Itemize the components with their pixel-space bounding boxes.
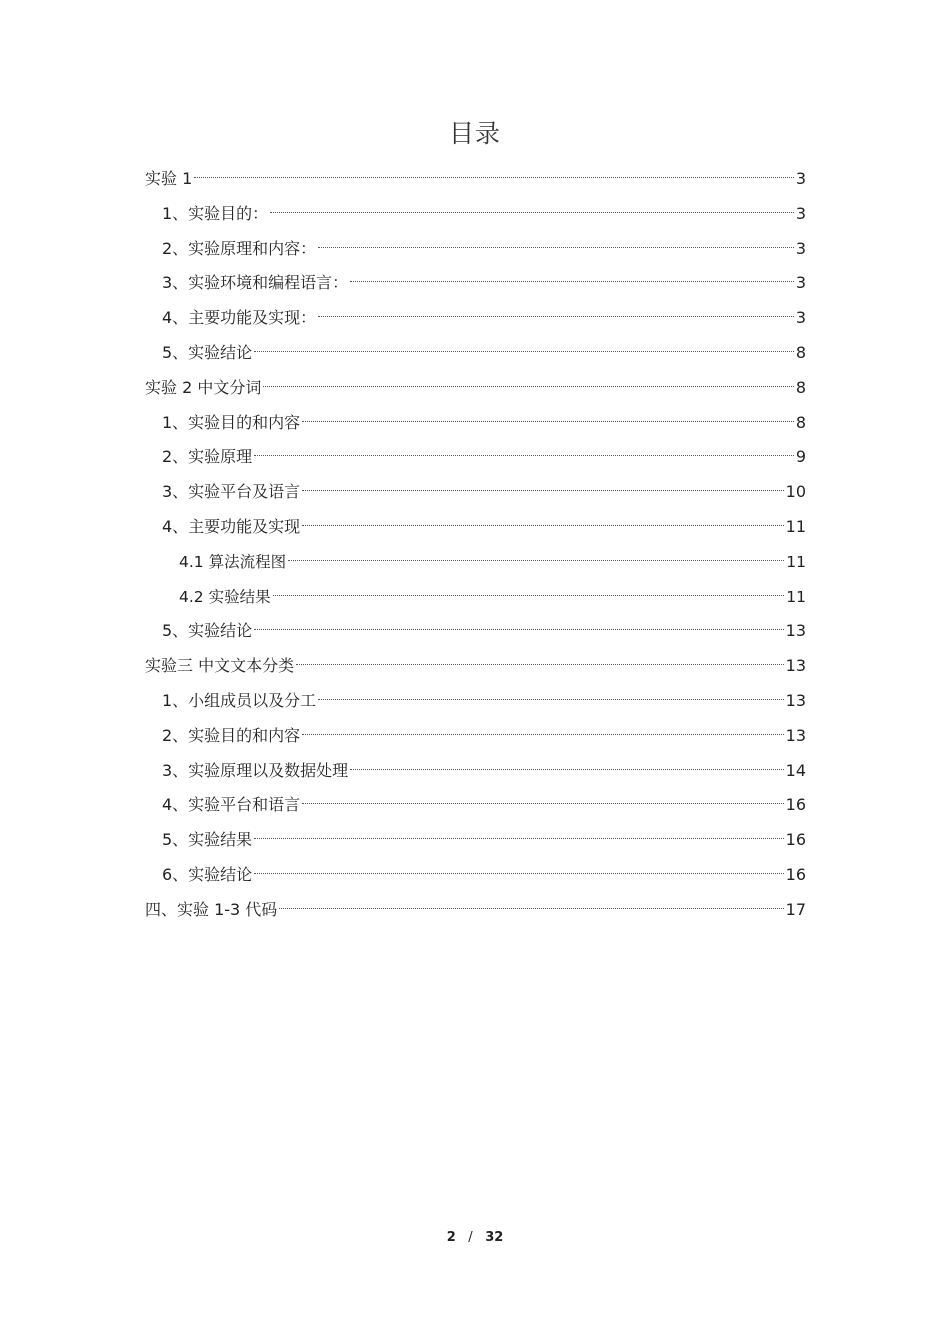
toc-entry-label: 4、主要功能及实现： (162, 308, 317, 328)
toc-dot-leader (318, 246, 794, 248)
toc-entry[interactable] (145, 475, 806, 510)
toc-entry-label: 6、实验结论 (162, 864, 253, 884)
toc-entry[interactable] (145, 545, 806, 580)
toc-entry-label: 5、实验结果 (162, 830, 253, 850)
toc-entry[interactable] (145, 823, 806, 858)
toc-entry[interactable] (145, 858, 806, 893)
toc-entry-page-number: 16 (785, 864, 806, 884)
toc-entry-page-number: 3 (795, 308, 806, 328)
toc-entry[interactable] (145, 336, 806, 371)
toc-entry-label: 四、实验 1-3 代码 (145, 899, 278, 919)
toc-entry-page-number: 3 (795, 238, 806, 258)
toc-entry-page-number: 3 (795, 203, 806, 223)
toc-entry[interactable] (145, 440, 806, 475)
toc-dot-leader (302, 524, 783, 526)
total-pages-number: 32 (485, 1230, 504, 1245)
toc-entry-label: 1、小组成员以及分工 (162, 690, 317, 710)
toc-dot-leader (302, 733, 783, 735)
toc-entry-page-number: 14 (785, 760, 806, 780)
toc-entry[interactable] (145, 649, 806, 684)
toc-entry-label: 3、实验环境和编程语言： (162, 273, 349, 293)
toc-entry-label: 1、实验目的： (162, 203, 269, 223)
toc-entry-page-number: 16 (785, 795, 806, 815)
toc-entry-page-number: 8 (795, 412, 806, 432)
toc-entry-page-number: 3 (795, 169, 806, 188)
toc-entry-page-number: 8 (795, 342, 806, 362)
toc-entry-label: 3、实验原理以及数据处理 (162, 760, 349, 780)
page-separator: / (468, 1230, 473, 1245)
toc-entry[interactable] (145, 266, 806, 301)
toc-dot-leader (288, 559, 784, 561)
toc-dot-leader (350, 768, 783, 770)
toc-entry[interactable] (145, 406, 806, 441)
toc-entry-label: 4、实验平台和语言 (162, 795, 301, 815)
toc-dot-leader (273, 594, 785, 596)
toc-dot-leader (254, 628, 783, 630)
toc-entry-page-number: 8 (795, 377, 806, 397)
current-page-number: 2 (446, 1230, 456, 1245)
toc-entry-label: 2、实验目的和内容 (162, 725, 301, 745)
toc-entry-page-number: 11 (785, 516, 806, 536)
toc-entry-label: 5、实验结论 (162, 621, 253, 641)
toc-dot-leader (254, 872, 783, 874)
toc-dot-leader (350, 280, 794, 282)
toc-entry[interactable] (145, 788, 806, 823)
toc-entry[interactable] (145, 580, 806, 615)
toc-entry-page-number: 11 (786, 587, 806, 606)
toc-entry[interactable] (145, 893, 806, 928)
toc-entry-page-number: 13 (785, 690, 806, 710)
toc-entry-page-number: 9 (795, 447, 806, 467)
toc-entry-label: 4.1 算法流程图 (179, 552, 287, 571)
toc-dot-leader (254, 454, 794, 456)
toc-entry-page-number: 3 (795, 273, 806, 293)
toc-dot-leader (254, 837, 783, 839)
page-footer (0, 1228, 950, 1248)
toc-entry[interactable] (145, 614, 806, 649)
toc-entry[interactable] (145, 510, 806, 545)
toc-dot-leader (279, 907, 783, 909)
toc-entry-label: 2、实验原理和内容： (162, 238, 317, 258)
toc-entry[interactable] (145, 301, 806, 336)
toc-entry-label: 4、主要功能及实现 (162, 516, 301, 536)
toc-dot-leader (302, 489, 783, 491)
toc-title: 目录 (448, 119, 501, 148)
toc-entry-label: 3、实验平台及语言 (162, 482, 301, 502)
toc-dot-leader (270, 211, 794, 213)
toc-dot-leader (194, 176, 794, 178)
toc-dot-leader (318, 315, 794, 317)
toc-entry-label: 4.2 实验结果 (179, 587, 271, 606)
toc-entry-label: 实验三 中文文本分类 (145, 656, 295, 676)
toc-entry-label: 2、实验原理 (162, 447, 253, 467)
toc-entry-page-number: 13 (785, 621, 806, 641)
toc-entry[interactable] (145, 162, 806, 197)
toc-entry-label: 实验 2 中文分词 (145, 377, 262, 397)
toc-entry-page-number: 16 (785, 830, 806, 850)
toc-entry-label: 5、实验结论 (162, 342, 253, 362)
toc-entry-page-number: 13 (785, 656, 806, 676)
toc-dot-leader (296, 663, 784, 665)
toc-entry-page-number: 10 (785, 482, 806, 502)
toc-entry-page-number: 13 (785, 725, 806, 745)
toc-entry[interactable] (145, 754, 806, 789)
toc-entry[interactable] (145, 684, 806, 719)
toc-dot-leader (318, 698, 783, 700)
toc-entry[interactable] (145, 232, 806, 267)
toc-dot-leader (302, 420, 794, 422)
toc-entry-page-number: 17 (785, 899, 806, 919)
toc-entry[interactable] (145, 197, 806, 232)
toc-entry-label: 1、实验目的和内容 (162, 412, 301, 432)
toc-dot-leader (254, 350, 794, 352)
toc-entry-page-number: 11 (786, 552, 806, 571)
toc-dot-leader (263, 385, 793, 387)
toc-entry[interactable] (145, 371, 806, 406)
toc-dot-leader (302, 802, 783, 804)
table-of-contents (145, 162, 806, 928)
toc-entry-label: 实验 1 (145, 169, 193, 188)
toc-entry[interactable] (145, 719, 806, 754)
